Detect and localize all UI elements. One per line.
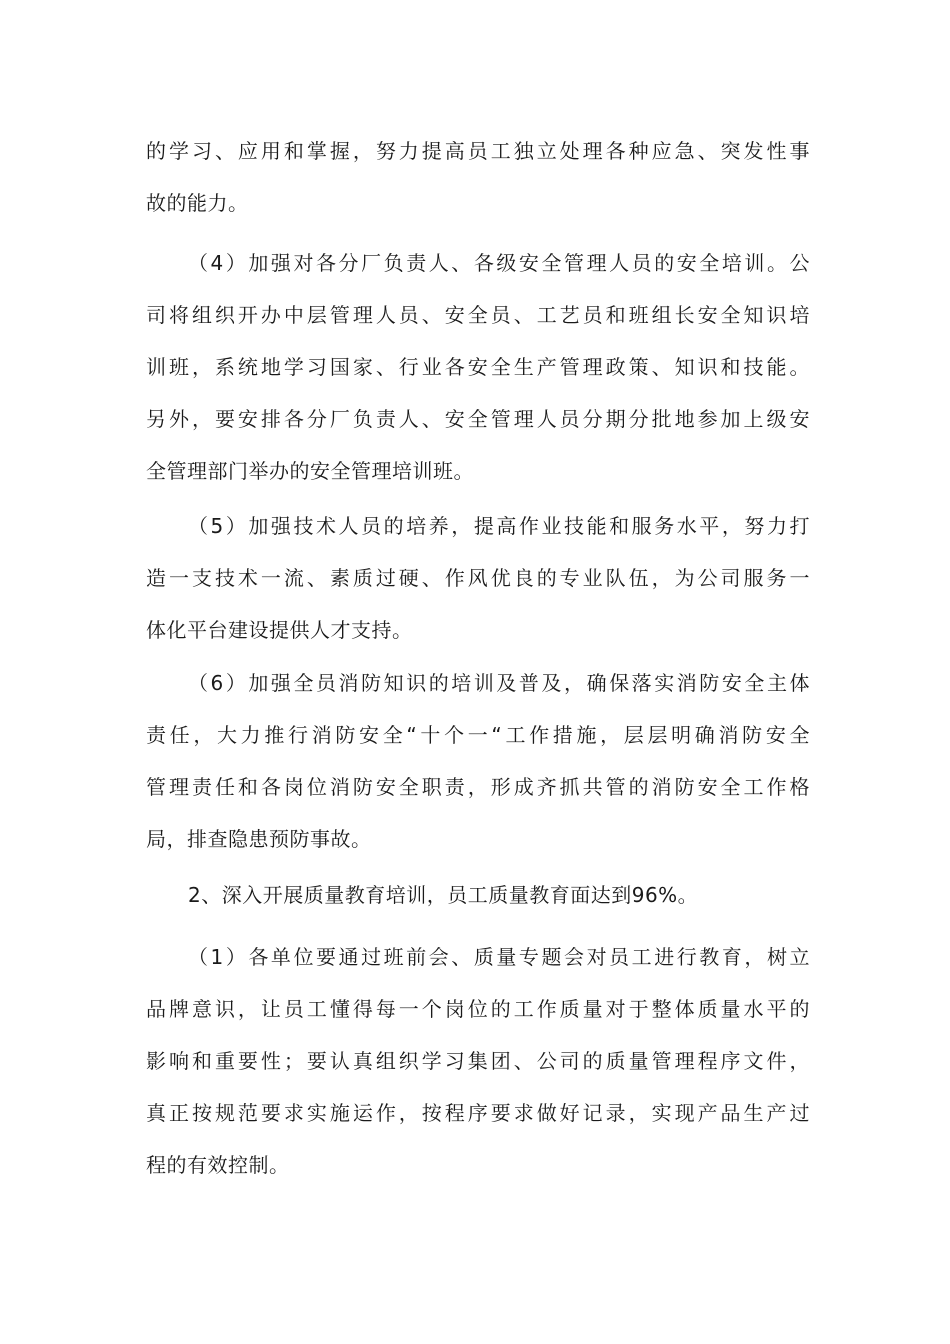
text-line: 体化平台建设提供人才支持。 bbox=[146, 618, 413, 642]
text-line: 责任，大力推行消防安全“十个一“工作措施，层层明确消防安全 bbox=[146, 723, 810, 747]
text-line: 造一支技术一流、素质过硬、作风优良的专业队伍，为公司服务一 bbox=[146, 566, 810, 590]
text-line: （4）加强对各分厂负责人、各级安全管理人员的安全培训。公 bbox=[188, 251, 810, 275]
text-line: 管理责任和各岗位消防安全职责，形成齐抓共管的消防安全工作格 bbox=[146, 775, 810, 799]
text-line: 司将组织开办中层管理人员、安全员、工艺员和班组长安全知识培 bbox=[146, 303, 810, 327]
text-line: 真正按规范要求实施运作，按程序要求做好记录，实现产品生产过 bbox=[146, 1101, 810, 1125]
paragraph-item-4 bbox=[146, 237, 810, 497]
paragraph-item-1 bbox=[146, 931, 810, 1191]
text-line: 训班，系统地学习国家、行业各安全生产管理政策、知识和技能。 bbox=[146, 355, 810, 379]
text-line: 另外，要安排各分厂负责人、安全管理人员分期分批地参加上级安 bbox=[146, 407, 810, 431]
text-line: 程的有效控制。 bbox=[146, 1153, 290, 1177]
paragraph-item-6 bbox=[146, 657, 810, 865]
text-line: 全管理部门举办的安全管理培训班。 bbox=[146, 459, 474, 483]
text-line: （1）各单位要通过班前会、质量专题会对员工进行教育，树立 bbox=[188, 945, 810, 969]
text-line: 品牌意识，让员工懂得每一个岗位的工作质量对于整体质量水平的 bbox=[146, 997, 810, 1021]
paragraph-continuation bbox=[146, 125, 810, 229]
paragraph-item-5 bbox=[146, 500, 810, 656]
text-line: 2、深入开展质量教育培训，员工质量教育面达到96%。 bbox=[188, 883, 699, 907]
text-line: 的学习、应用和掌握，努力提高员工独立处理各种应急、突发性事 bbox=[146, 139, 810, 163]
section-heading-quality-training bbox=[146, 869, 810, 921]
text-line: （6）加强全员消防知识的培训及普及，确保落实消防安全主体 bbox=[188, 671, 810, 695]
text-line: 故的能力。 bbox=[146, 191, 249, 215]
text-line: （5）加强技术人员的培养，提高作业技能和服务水平，努力打 bbox=[188, 514, 810, 538]
text-line: 局，排查隐患预防事故。 bbox=[146, 827, 372, 851]
text-line: 影响和重要性；要认真组织学习集团、公司的质量管理程序文件， bbox=[146, 1049, 810, 1073]
